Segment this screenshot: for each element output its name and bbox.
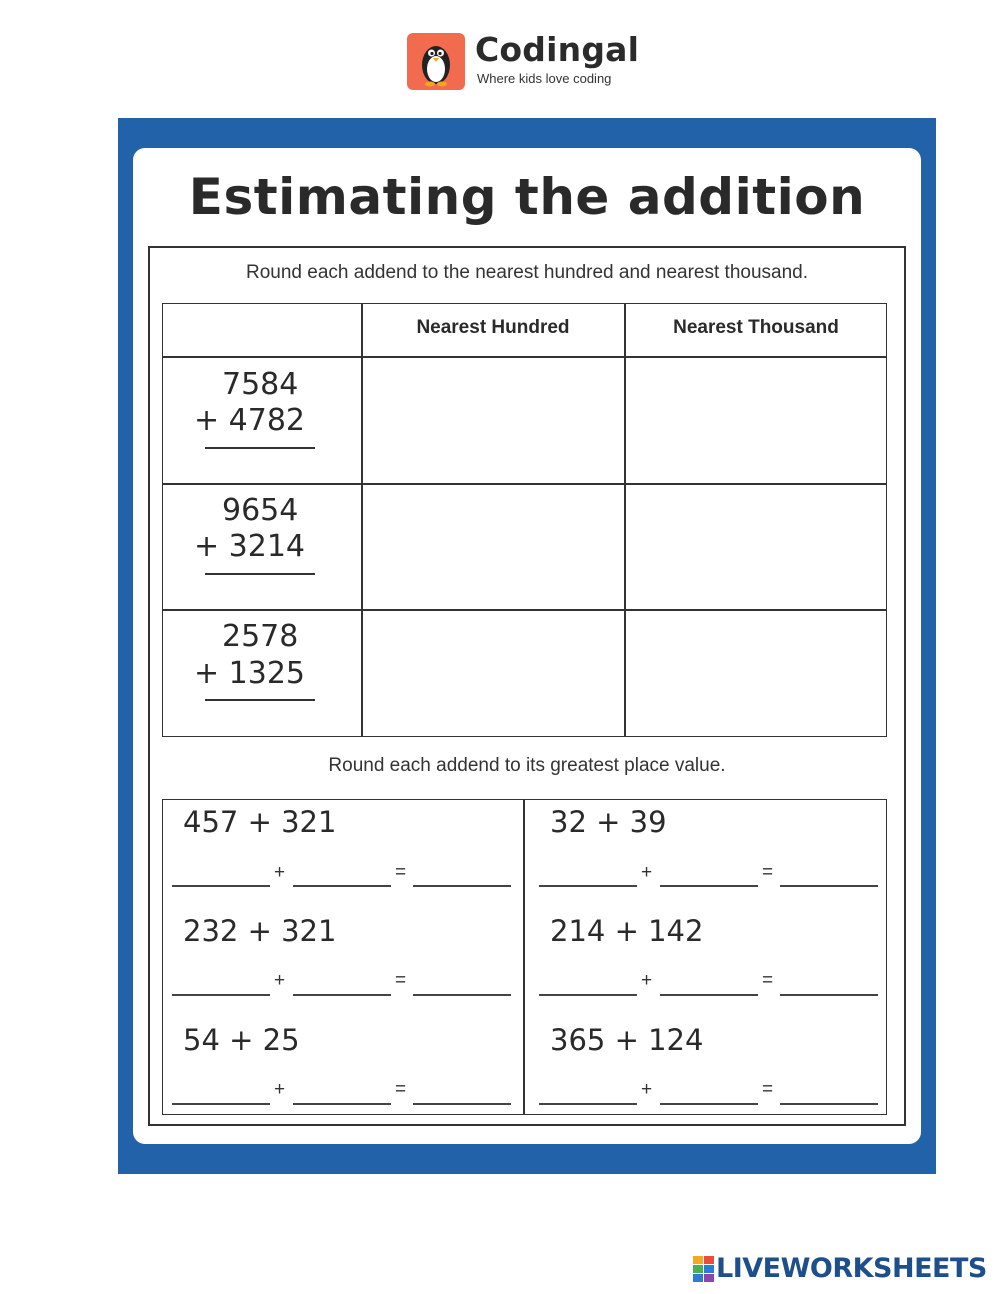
plus-sign: + xyxy=(641,862,653,883)
problem-expression: 232 + 321 xyxy=(183,914,337,948)
answer-cell-hundred[interactable] xyxy=(363,358,623,482)
sum-line xyxy=(205,447,315,449)
answer-blank[interactable] xyxy=(172,1103,270,1105)
answer-cell-hundred[interactable] xyxy=(363,611,623,736)
addend-bottom: + 4782 xyxy=(194,403,306,438)
answer-blank[interactable] xyxy=(539,994,637,996)
answer-blank[interactable] xyxy=(413,885,511,887)
answer-blank[interactable] xyxy=(660,885,758,887)
answer-blank[interactable] xyxy=(413,1103,511,1105)
equals-sign: = xyxy=(762,862,774,883)
section1-instruction: Round each addend to the nearest hundred and nearest thousand. xyxy=(246,262,808,283)
place-value-table xyxy=(162,799,887,1115)
answer-blank[interactable] xyxy=(660,994,758,996)
equals-sign: = xyxy=(395,1079,407,1100)
answer-blank[interactable] xyxy=(780,994,878,996)
answer-blank[interactable] xyxy=(293,885,391,887)
sum-line xyxy=(205,573,315,575)
table-divider xyxy=(523,799,525,1115)
answer-blank[interactable] xyxy=(539,885,637,887)
equals-sign: = xyxy=(762,1079,774,1100)
addend-top: 7584 xyxy=(222,367,299,402)
answer-cell-thousand[interactable] xyxy=(626,358,886,482)
addend-top: 9654 xyxy=(222,493,299,528)
column-header-nearest-hundred: Nearest Hundred xyxy=(416,317,570,338)
addend-top: 2578 xyxy=(222,619,299,654)
equals-sign: = xyxy=(395,862,407,883)
plus-sign: + xyxy=(274,1079,286,1100)
plus-sign: + xyxy=(641,970,653,991)
answer-blank[interactable] xyxy=(172,885,270,887)
answer-cell-thousand[interactable] xyxy=(626,485,886,608)
answer-blank[interactable] xyxy=(780,1103,878,1105)
sum-line xyxy=(205,699,315,701)
problem-expression: 54 + 25 xyxy=(183,1023,300,1057)
plus-sign: + xyxy=(274,970,286,991)
answer-blank[interactable] xyxy=(413,994,511,996)
section2-instruction: Round each addend to its greatest place value. xyxy=(328,755,726,776)
brand-name: Codingal xyxy=(475,30,640,69)
penguin-icon xyxy=(407,33,465,90)
problem-expression: 365 + 124 xyxy=(550,1023,704,1057)
column-header-nearest-thousand: Nearest Thousand xyxy=(673,317,839,338)
worksheet-title: Estimating the addition xyxy=(188,168,866,226)
addend-bottom: + 1325 xyxy=(194,656,306,691)
answer-blank[interactable] xyxy=(172,994,270,996)
equals-sign: = xyxy=(762,970,774,991)
answer-blank[interactable] xyxy=(293,1103,391,1105)
answer-blank[interactable] xyxy=(539,1103,637,1105)
codingal-logo xyxy=(407,33,465,90)
liveworksheets-logo-icon xyxy=(693,1256,715,1282)
plus-sign: + xyxy=(641,1079,653,1100)
answer-blank[interactable] xyxy=(293,994,391,996)
answer-blank[interactable] xyxy=(660,1103,758,1105)
equals-sign: = xyxy=(395,970,407,991)
problem-expression: 457 + 321 xyxy=(183,805,337,839)
problem-expression: 32 + 39 xyxy=(550,805,667,839)
answer-cell-thousand[interactable] xyxy=(626,611,886,736)
answer-blank[interactable] xyxy=(780,885,878,887)
brand-tagline: Where kids love coding xyxy=(477,71,612,86)
plus-sign: + xyxy=(274,862,286,883)
answer-cell-hundred[interactable] xyxy=(363,485,623,608)
problem-expression: 214 + 142 xyxy=(550,914,704,948)
addend-bottom: + 3214 xyxy=(194,529,306,564)
liveworksheets-brand[interactable]: LIVEWORKSHEETS xyxy=(716,1253,987,1284)
